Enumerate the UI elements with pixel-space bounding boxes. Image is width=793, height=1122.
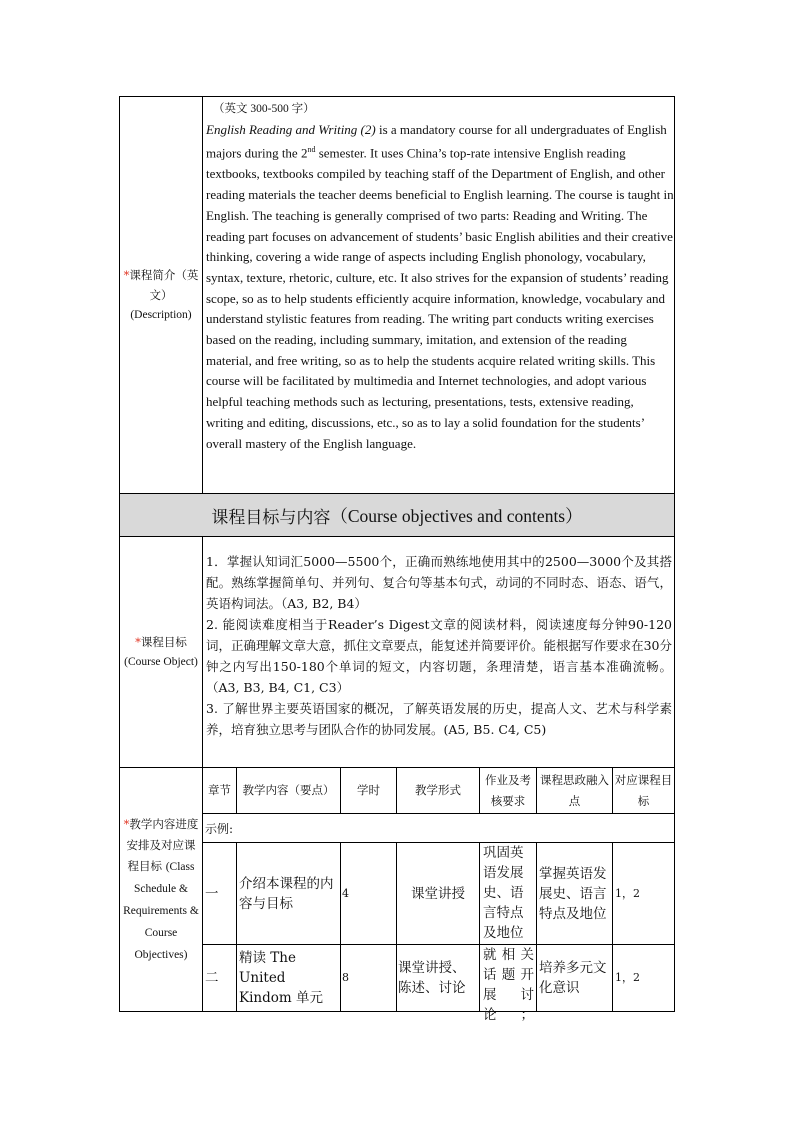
section-banner (119, 493, 675, 537)
description-label-cn: *课程简介（英 文） (123, 268, 199, 302)
schedule-label-cn: 教学内容进度安排及对应课程目标 (126, 816, 199, 873)
col-header-homework: 作业及考核要求 (479, 767, 537, 814)
schedule-label-cell: *教学内容进度安排及对应课程目标 (Class Schedule & Requirements & Course Objectives) (119, 767, 203, 1012)
row1-form: 课堂讲授 (396, 842, 480, 945)
row1-ideology: 掌握英语发展史、语言特点及地位 (536, 842, 613, 945)
objectives-text-cell (202, 536, 675, 768)
objective-item: 1．掌握认知词汇5000—5500个，正确而熟练地使用其中的2500—3000个及其搭配。熟练掌握简单句、并列句、复合句等基本句式，动词的不同时态、语态、语气，英语构词法。（A3, B2, B4） (206, 554, 672, 611)
row2-content: 精读 The United Kindom 单元 (236, 944, 341, 1012)
example-row (202, 813, 675, 843)
row2-form: 课堂讲授、陈述、讨论 (396, 944, 480, 1012)
col-header-chapter: 章节 (202, 767, 237, 814)
description-label-cell (119, 96, 203, 494)
row2-chapter: 二 (202, 944, 237, 1012)
row1-content: 介绍本课程的内容与目标 (236, 842, 341, 945)
row2-ideology: 培养多元文化意识 (536, 944, 613, 1012)
objectives-label-en: (Course Object) (124, 656, 198, 668)
banner-title-cn: 课程目标与内容 (211, 507, 331, 528)
description-body: English Reading and Writing (2) is a mandatory course for all undergraduates of English majors during the 2nd semester. It uses China’s top-rate intensive English reading textbooks, textbooks compiled by teaching staff of the Department of English, and other reading materials the teacher deems beneficial to English learning. The course is taught in English. The teaching is generally comprised of two parts: Reading and Writing. The reading part focuses on advancement of students’ basic English abilities and their creative thinking, covering a wide range of aspects including English phonology, vocabulary, syntax, texture, rhetoric, culture, etc. It also strives for the expansion of students’ reading scope, so as to help students efficiently acquire information, knowledge, vocabulary and understand stylistic features from reading. The writing part conducts writing exercises based on the reading, including summary, imitation, and extension of the reading material, and free writing, so as to help the students acquire related writing skills. This course will be facilitated by multimedia and Internet technologies, and adopt various helpful teaching methods such as lecturing, presentations, tests, extensive reading, writing and editing, discussions, etc., so as to lay a solid foundation for the students’ overall mastery of the English language. (206, 121, 674, 451)
col-header-hours: 学时 (340, 767, 397, 814)
row1-objectives: 1，2 (612, 842, 675, 945)
example-label: 示例: (205, 821, 234, 836)
col-header-ideology: 课程思政融入点 (536, 767, 613, 814)
col-header-form: 教学形式 (396, 767, 480, 814)
description-label-en: (Description) (130, 309, 192, 321)
objective-item: 2. 能阅读难度相当于Reader’s Digest文章的阅读材料，阅读速度每分钟90-120词，正确理解文章大意，抓住文章要点，能复述并简要评价。能根据写作要求在30分钟之内写出150-180个单词的短文，内容切题，条理清楚，语言基本准确流畅。（A3, B3, B4, C1, C3） (206, 617, 672, 695)
row2-homework: 就相关话题开展讨论； (479, 944, 537, 1012)
row1-homework: 巩固英语发展史、语言特点及地位 (479, 842, 537, 945)
objectives-label-cn: *课程目标 (135, 635, 187, 649)
row1-chapter: 一 (202, 842, 237, 945)
objectives-label-cell (119, 536, 203, 768)
description-word-count-note: （英文 300-500 字） (213, 103, 315, 115)
row1-hours: 4 (340, 842, 397, 945)
schedule-label-en: (Class Schedule & Requirements & Course Objectives) (123, 860, 199, 961)
col-header-content: 教学内容（要点） (236, 767, 341, 814)
row2-objectives: 1，2 (612, 944, 675, 1012)
required-marker: * (123, 268, 130, 282)
banner-title-en: （Course objectives and contents） (330, 505, 583, 526)
course-title: English Reading and Writing (2) (206, 121, 376, 137)
course-syllabus-table (119, 96, 675, 1023)
col-header-objectives: 对应课程目标 (612, 767, 675, 814)
description-text-cell (202, 96, 675, 494)
objective-item: 3. 了解世界主要英语国家的概况，了解英语发展的历史，提高人文、艺术与科学素养，培育独立思考与团队合作的协同发展。(A5, B5. C4, C5) (206, 701, 672, 737)
row2-hours: 8 (340, 944, 397, 1012)
